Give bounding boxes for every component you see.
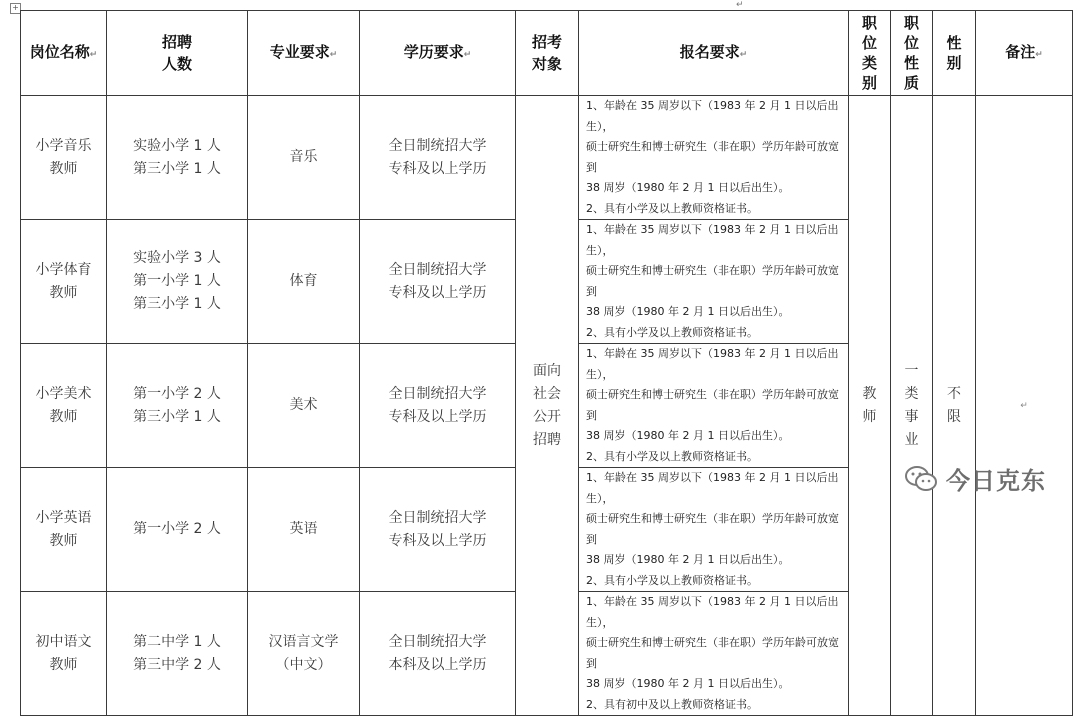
header-note: 备注↵ <box>976 11 1073 96</box>
header-position: 岗位名称↵ <box>21 11 107 96</box>
header-education: 学历要求↵ <box>360 11 516 96</box>
major-cell: 体育 <box>248 220 360 344</box>
note-cell: ↵ <box>976 96 1073 716</box>
education-cell: 全日制统招大学 专科及以上学历 <box>360 96 516 220</box>
header-category: 职 位 类 别 <box>849 11 891 96</box>
registration-cell: 1、年龄在 35 周岁以下（1983 年 2 月 1 日以后出生）， 硕士研究生和博士研究生（非在职）学历年龄可放宽到 38 周岁（1980 年 2 月 1 日以后出生）。 2、具有小学及以上教师资格证书。 <box>579 220 849 344</box>
education-cell: 全日制统招大学 本科及以上学历 <box>360 592 516 716</box>
count-cell: 实验小学 1 人 第三小学 1 人 <box>107 96 248 220</box>
header-row <box>21 11 1073 96</box>
education-cell: 全日制统招大学 专科及以上学历 <box>360 220 516 344</box>
nature-cell: 一 类 事 业 <box>891 96 933 716</box>
major-cell: 音乐 <box>248 96 360 220</box>
watermark <box>904 461 1046 496</box>
position-cell: 小学音乐 教师 <box>21 96 107 220</box>
education-cell: 全日制统招大学 专科及以上学历 <box>360 344 516 468</box>
count-cell: 第一小学 2 人 <box>107 468 248 592</box>
gender-cell: 不 限 <box>933 96 976 716</box>
position-cell: 小学美术 教师 <box>21 344 107 468</box>
header-target: 招考 对象 <box>516 11 579 96</box>
registration-cell: 1、年龄在 35 周岁以下（1983 年 2 月 1 日以后出生）， 硕士研究生和博士研究生（非在职）学历年龄可放宽到 38 周岁（1980 年 2 月 1 日以后出生）。 2、具有初中及以上教师资格证书。 <box>579 592 849 716</box>
count-cell: 第一小学 2 人 第三小学 1 人 <box>107 344 248 468</box>
education-cell: 全日制统招大学 专科及以上学历 <box>360 468 516 592</box>
table-row <box>21 96 1073 220</box>
major-cell: 英语 <box>248 468 360 592</box>
paragraph-mark: ↵ <box>736 0 744 10</box>
header-registration: 报名要求↵ <box>579 11 849 96</box>
major-cell: 汉语言文学 （中文） <box>248 592 360 716</box>
registration-cell: 1、年龄在 35 周岁以下（1983 年 2 月 1 日以后出生）， 硕士研究生和博士研究生（非在职）学历年龄可放宽到 38 周岁（1980 年 2 月 1 日以后出生）。 2、具有小学及以上教师资格证书。 <box>579 468 849 592</box>
registration-cell: 1、年龄在 35 周岁以下（1983 年 2 月 1 日以后出生）， 硕士研究生和博士研究生（非在职）学历年龄可放宽到 38 周岁（1980 年 2 月 1 日以后出生）。 2、具有小学及以上教师资格证书。 <box>579 344 849 468</box>
target-cell: 面向 社会 公开 招聘 <box>516 96 579 716</box>
header-major: 专业要求↵ <box>248 11 360 96</box>
table-move-handle[interactable]: + <box>10 3 21 14</box>
watermark-text: 今日克东 <box>946 467 1046 495</box>
header-nature: 职 位 性 质 <box>891 11 933 96</box>
header-count: 招聘 人数 <box>107 11 248 96</box>
position-cell: 初中语文 教师 <box>21 592 107 716</box>
position-cell: 小学体育 教师 <box>21 220 107 344</box>
position-cell: 小学英语 教师 <box>21 468 107 592</box>
count-cell: 实验小学 3 人 第一小学 1 人 第三小学 1 人 <box>107 220 248 344</box>
category-cell: 教 师 <box>849 96 891 716</box>
wechat-icon <box>904 464 938 494</box>
count-cell: 第二中学 1 人 第三中学 2 人 <box>107 592 248 716</box>
registration-cell: 1、年龄在 35 周岁以下（1983 年 2 月 1 日以后出生）， 硕士研究生和博士研究生（非在职）学历年龄可放宽到 38 周岁（1980 年 2 月 1 日以后出生）。 2、具有小学及以上教师资格证书。 <box>579 96 849 220</box>
major-cell: 美术 <box>248 344 360 468</box>
header-gender: 性 别 <box>933 11 976 96</box>
recruitment-table <box>20 10 1073 716</box>
